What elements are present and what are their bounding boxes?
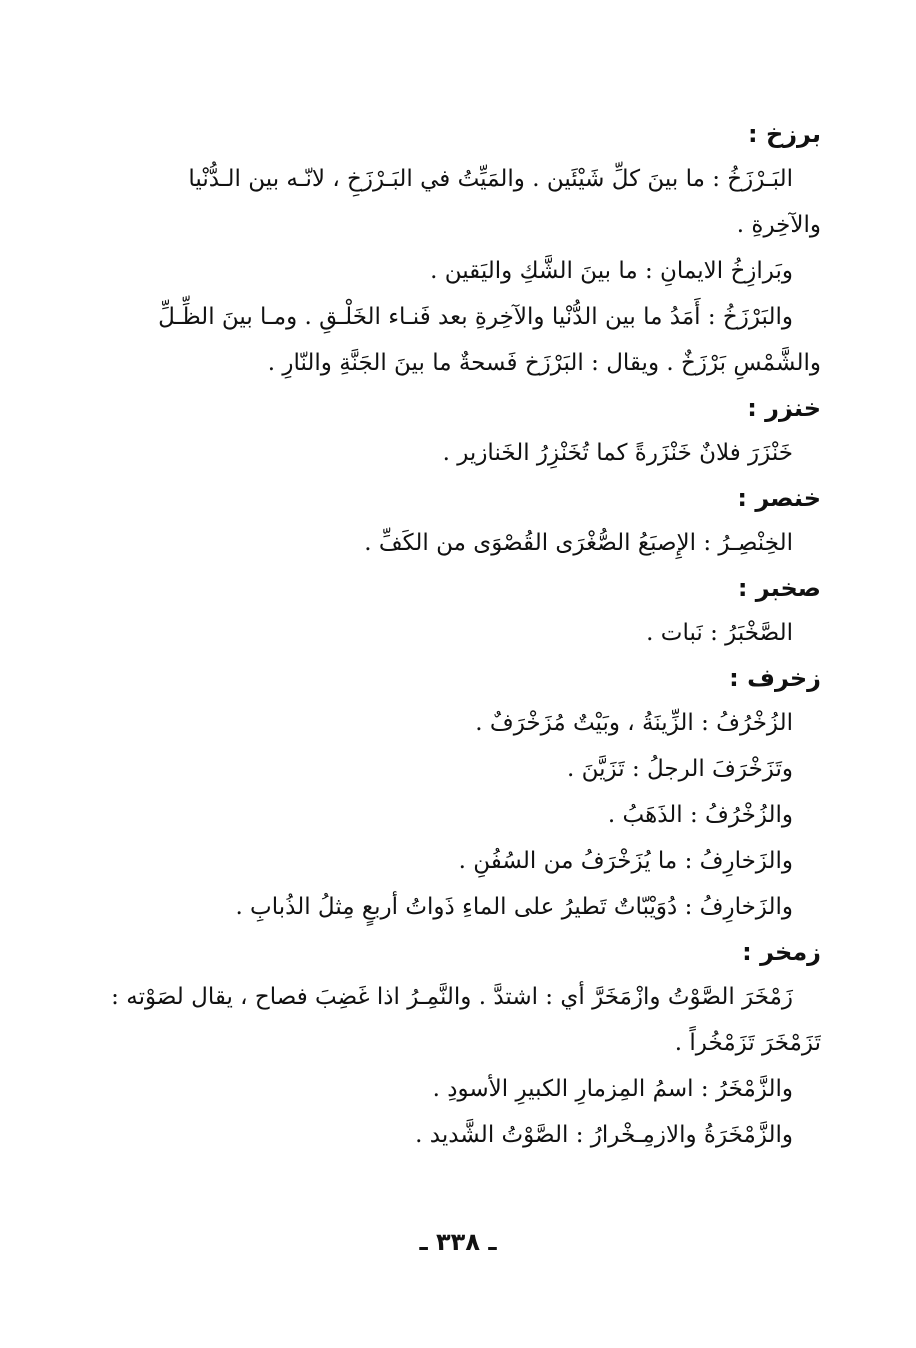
definition-line: تَزَمْخَرَ تَزَمْخُراً . xyxy=(674,1030,821,1056)
definition-line: وبَرازِخُ الايمانِ : ما بينَ الشَّكِ واليَقين . xyxy=(430,258,793,284)
definition-line: وتَزَخْرَفَ الرجلُ : تَزَيَّنَ . xyxy=(567,756,793,782)
entry-heading: برزخ : xyxy=(747,120,821,148)
definition-line: الخِنْصِـرُ : الإِصبَعُ الصُّغْرَى القُصْوَى من الكَفِّ . xyxy=(364,530,793,556)
definition-line: والزَخارِفُ : ما يُزَخْرَفُ من السُفُنِ . xyxy=(458,848,793,874)
definition-line: زَمْخَرَ الصَّوْتُ وازْمَخَرَّ أي : اشتدَّ . والنَّمِـرُ اذا غَضِبَ فصاح ، يقال لصَوْته : xyxy=(111,984,793,1010)
definition-line: الزُخْرُفُ : الزِّينَةُ ، وبَيْتٌ مُزَخْرَفٌ . xyxy=(475,710,793,736)
entry-heading: خنصر : xyxy=(737,484,821,512)
entry-heading: خنزر : xyxy=(747,394,821,422)
entry-heading: زخرف : xyxy=(729,664,821,692)
page-number: ـ ٣٣٨ ـ xyxy=(419,1228,497,1256)
entry-heading: زمخر : xyxy=(742,938,821,966)
definition-line: والزَخارِفُ : دُوَيْبّاتٌ تَطيرُ على الماءِ ذَواتُ أربعٍ مِثلُ الذُبابِ . xyxy=(235,894,793,920)
definition-line: الصَّخْبَرُ : نَبات . xyxy=(646,620,793,646)
entry-heading: صخبر : xyxy=(737,574,821,602)
dictionary-text xyxy=(110,112,821,1158)
definition-line: والبَرْزَخُ : أَمَدُ ما بين الدُّنْيا والآخِرةِ بعد فَنـاء الخَلْـقِ . ومـا بينَ الظِّـلِّ xyxy=(158,304,793,330)
definition-line: والآخِرةِ . xyxy=(736,212,821,238)
definition-line: والزَّمْخَرَةُ والازمِـخْرارُ : الصَّوْتُ الشَّديد . xyxy=(415,1122,793,1148)
definition-line: البَـرْزَخُ : ما بينَ كلِّ شَيْئَين . والمَيِّتُ في البَـرْزَخِ ، لانّـه بين الـدُّنْيا xyxy=(188,166,793,192)
definition-line: والشَّمْسِ بَرْزَخٌ . ويقال : البَرْزَخ فَسحةٌ ما بينَ الجَنَّةِ والنّارِ . xyxy=(267,350,821,376)
definition-line: خَنْزَرَ فلانٌ خَنْزَرةً كما تُخَنْزِرُ الخَنازير . xyxy=(442,440,793,466)
definition-line: والزَّمْخَرُ : اسمُ المِزمارِ الكبيرِ الأسودِ . xyxy=(432,1076,793,1102)
definition-line: والزُخْرُفُ : الذَهَبُ . xyxy=(607,802,793,828)
